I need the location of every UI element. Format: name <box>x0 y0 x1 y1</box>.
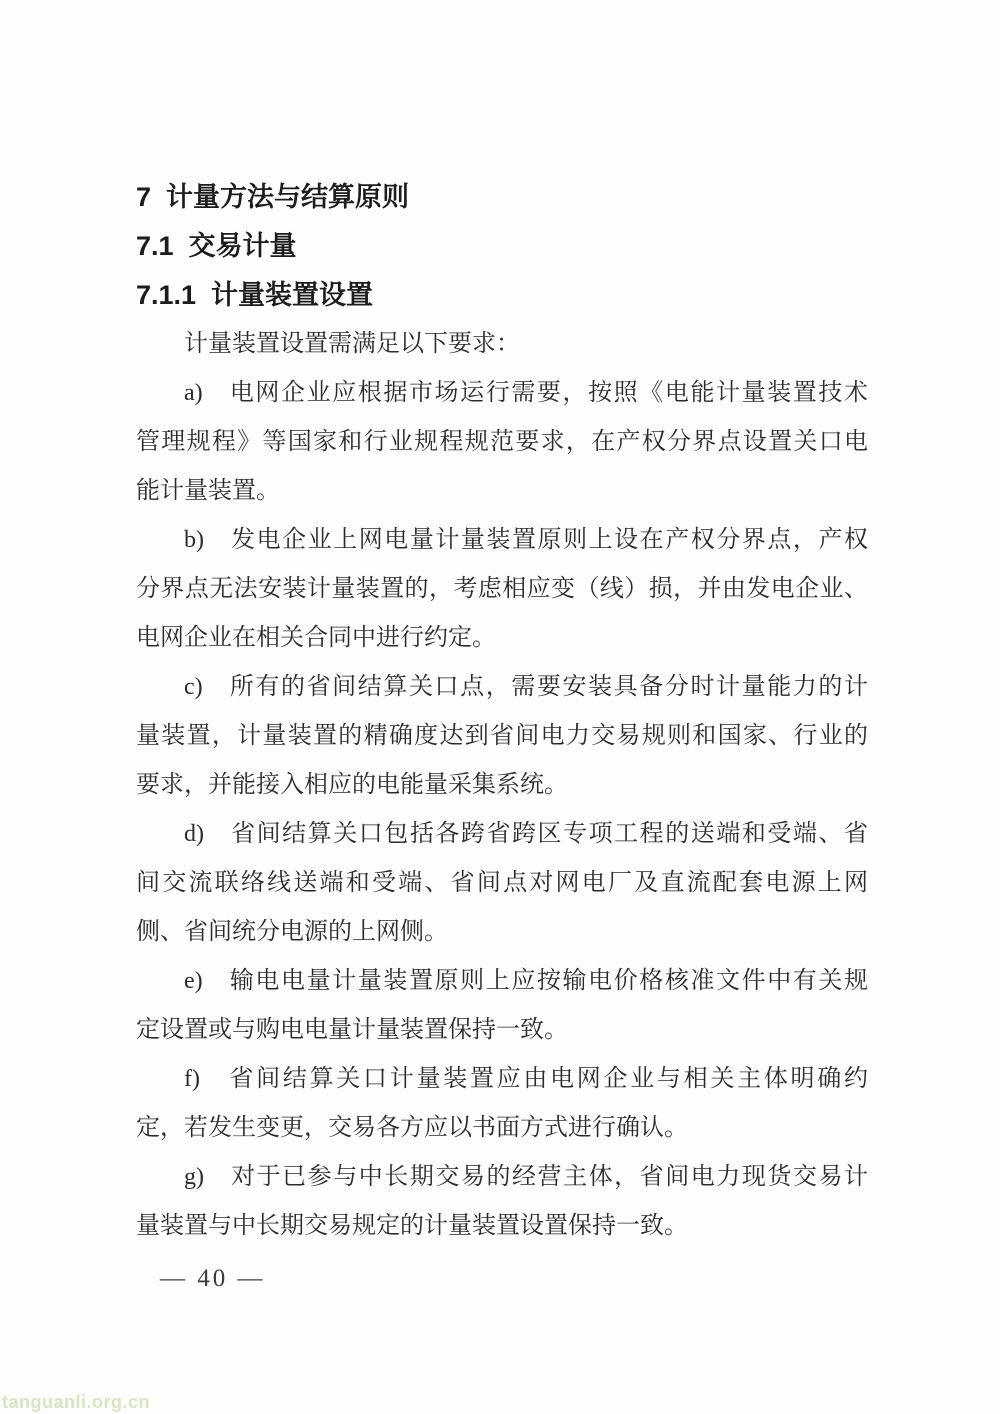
document-content <box>136 173 868 1251</box>
paragraph <box>136 369 868 516</box>
page-number: — 40 — <box>160 1265 266 1292</box>
text-line: 间交流联络线送端和受端、省间点对网电厂及直流配套电源上网 <box>136 870 868 896</box>
section-heading-level1: 7 计量方法与结算原则 <box>136 182 410 212</box>
paragraph <box>136 516 868 663</box>
text-line: e) 输电电量计量装置原则上应按输电价格核准文件中有关规 <box>184 968 868 994</box>
text-line: 要求，并能接入相应的电能量采集系统。 <box>136 772 568 798</box>
text-line: c) 所有的省间结算关口点，需要安装具备分时计量能力的计 <box>184 674 868 700</box>
text-line: 计量装置设置需满足以下要求： <box>184 331 520 357</box>
text-line: 定设置或与购电电量计量装置保持一致。 <box>136 1017 568 1043</box>
paragraph <box>136 1055 868 1153</box>
paragraph <box>136 663 868 810</box>
section-heading-level2: 7.1 交易计量 <box>136 231 297 261</box>
text-line: 管理规程》等国家和行业规程规范要求，在产权分界点设置关口电 <box>136 429 868 455</box>
paragraph <box>136 957 868 1055</box>
section-heading-level3: 7.1.1 计量装置设置 <box>136 280 374 310</box>
text-line: 量装置，计量装置的精确度达到省间电力交易规则和国家、行业的 <box>136 723 868 749</box>
watermark-text: tanguanli.org.cn <box>2 1392 151 1412</box>
paragraph <box>136 1153 868 1251</box>
text-line: a) 电网企业应根据市场运行需要，按照《电能计量装置技术 <box>184 380 868 406</box>
paragraph <box>136 810 868 957</box>
text-line: b) 发电企业上网电量计量装置原则上设在产权分界点，产权 <box>184 527 868 553</box>
text-line: 分界点无法安装计量装置的，考虑相应变（线）损，并由发电企业、 <box>136 576 868 602</box>
text-line: f) 省间结算关口计量装置应由电网企业与相关主体明确约 <box>184 1066 868 1092</box>
text-line: 定，若发生变更，交易各方应以书面方式进行确认。 <box>136 1115 688 1141</box>
text-line: 能计量装置。 <box>136 478 280 504</box>
text-line: 量装置与中长期交易规定的计量装置设置保持一致。 <box>136 1213 688 1239</box>
paragraph <box>136 320 868 369</box>
paragraph-list <box>136 320 868 1251</box>
text-line: 侧、省间统分电源的上网侧。 <box>136 919 448 945</box>
text-line: 电网企业在相关合同中进行约定。 <box>136 625 496 651</box>
text-line: g) 对于已参与中长期交易的经营主体，省间电力现货交易计 <box>184 1164 868 1190</box>
text-line: d) 省间结算关口包括各跨省跨区专项工程的送端和受端、省 <box>184 821 868 847</box>
